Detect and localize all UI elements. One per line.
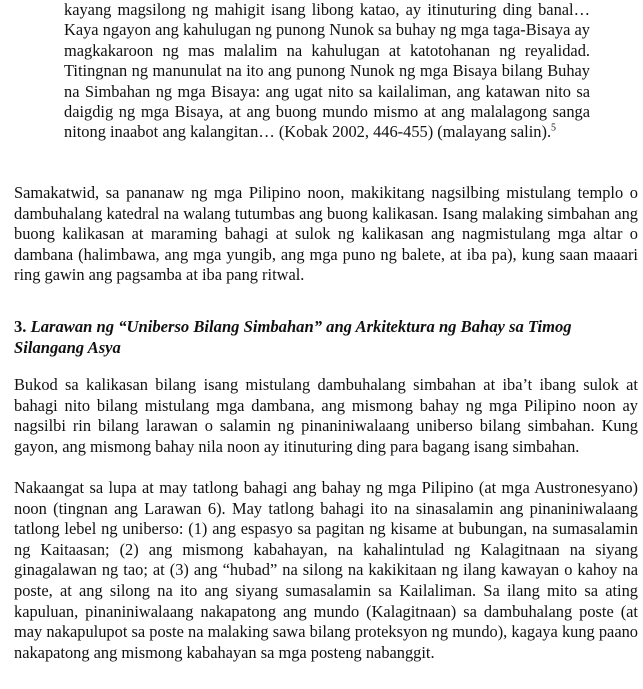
quote-text: kayang magsilong ng mahigit isang libong katao, ay itinuturing ding banal… Kaya ngayon ang kahulugan ng punong Nunok sa buhay ng mga taga-Bisaya ay magkakaroon ng mas malalim na kahulugan at katotohanan ng reyalidad. Titingnan ng manunulat na ito ang punong Nunok ng mga Bisaya bilang Buhay na Simbahan ng mga Bisaya: ang ugat nito sa kailaliman, ang katawan nito sa daigdig ng mga Bisaya, at ang buong mundo mismo at ang malalagong sanga nitong inaabot ang kalangitan… (Kobak 2002, 446-455) (malayang salin). bbox=[64, 0, 590, 142]
section-heading bbox=[14, 317, 638, 358]
paragraph-house-as-church: Bukod sa kalikasan bilang isang mistulang dambuhalang simbahan at iba’t ibang sulok at bahagi nito bilang mistulang mga dambana, ang mismong bahay ng mga Pilipino noon ay nagsilbi rin bilang larawan o salamin ng pinaniniwalaang uniberso bilang simbahan. Kung gayon, ang mismong bahay nila noon ay itinuturing ding para bagang isang simbahan. bbox=[14, 375, 638, 456]
section-number: 3. bbox=[14, 317, 27, 336]
paragraph-three-levels: Nakaangat sa lupa at may tatlong bahagi ang bahay ng mga Pilipino (at mga Austronesyano) noon (tingnan ang Larawan 6). May tatlong bahagi ito na sinasalamin ang pinaniniwalaang tatlong lebel ng uniberso: (1) ang espasyo sa pagitan ng kisame at bubungan, na sumasalamin ng Kaitaasan; (2) ang mismong kabahayan, na kahalintulad ng Kalagitnaan na siyang ginagalawan ng tao; at (3) ang “hubad” na silong na kakikitaan ng ilang kawayan o kahoy na poste, at ang silong na ito ang siyang sumasalamin sa Kailaliman. Sa ilang mito sa ating kapuluan, pinaniniwalaang nakapatong ang mundo (Kalagitnaan) sa dambuhalang poste (at may nakapulupot sa poste na malaking sawa bilang proteksyon ng mundo), kagaya kung paano nakapatong ang mismong kabahayan sa mga posteng nabanggit. bbox=[14, 478, 638, 662]
block-quote bbox=[64, 0, 590, 143]
footnote-marker[interactable]: 5 bbox=[551, 122, 557, 134]
section-title: Larawan ng “Uniberso Bilang Simbahan” ang Arkitektura ng Bahay sa Timog Silangang Asya bbox=[14, 317, 572, 357]
paragraph-nature-as-temple: Samakatwid, sa pananaw ng mga Pilipino noon, makikitang nagsilbing mistulang templo o dambuhalang katedral na walang tutumbas ang buong kalikasan. Isang malaking simbahan ang buong kalikasan at maraming bahagi at sulok ng kalikasan ang nagmistulang mga altar o dambana (halimbawa, ang mga yungib, ang mga puno ng balete, at iba pa), kung saan maaari ring gawin ang pagsamba at iba pang ritwal. bbox=[14, 183, 638, 285]
